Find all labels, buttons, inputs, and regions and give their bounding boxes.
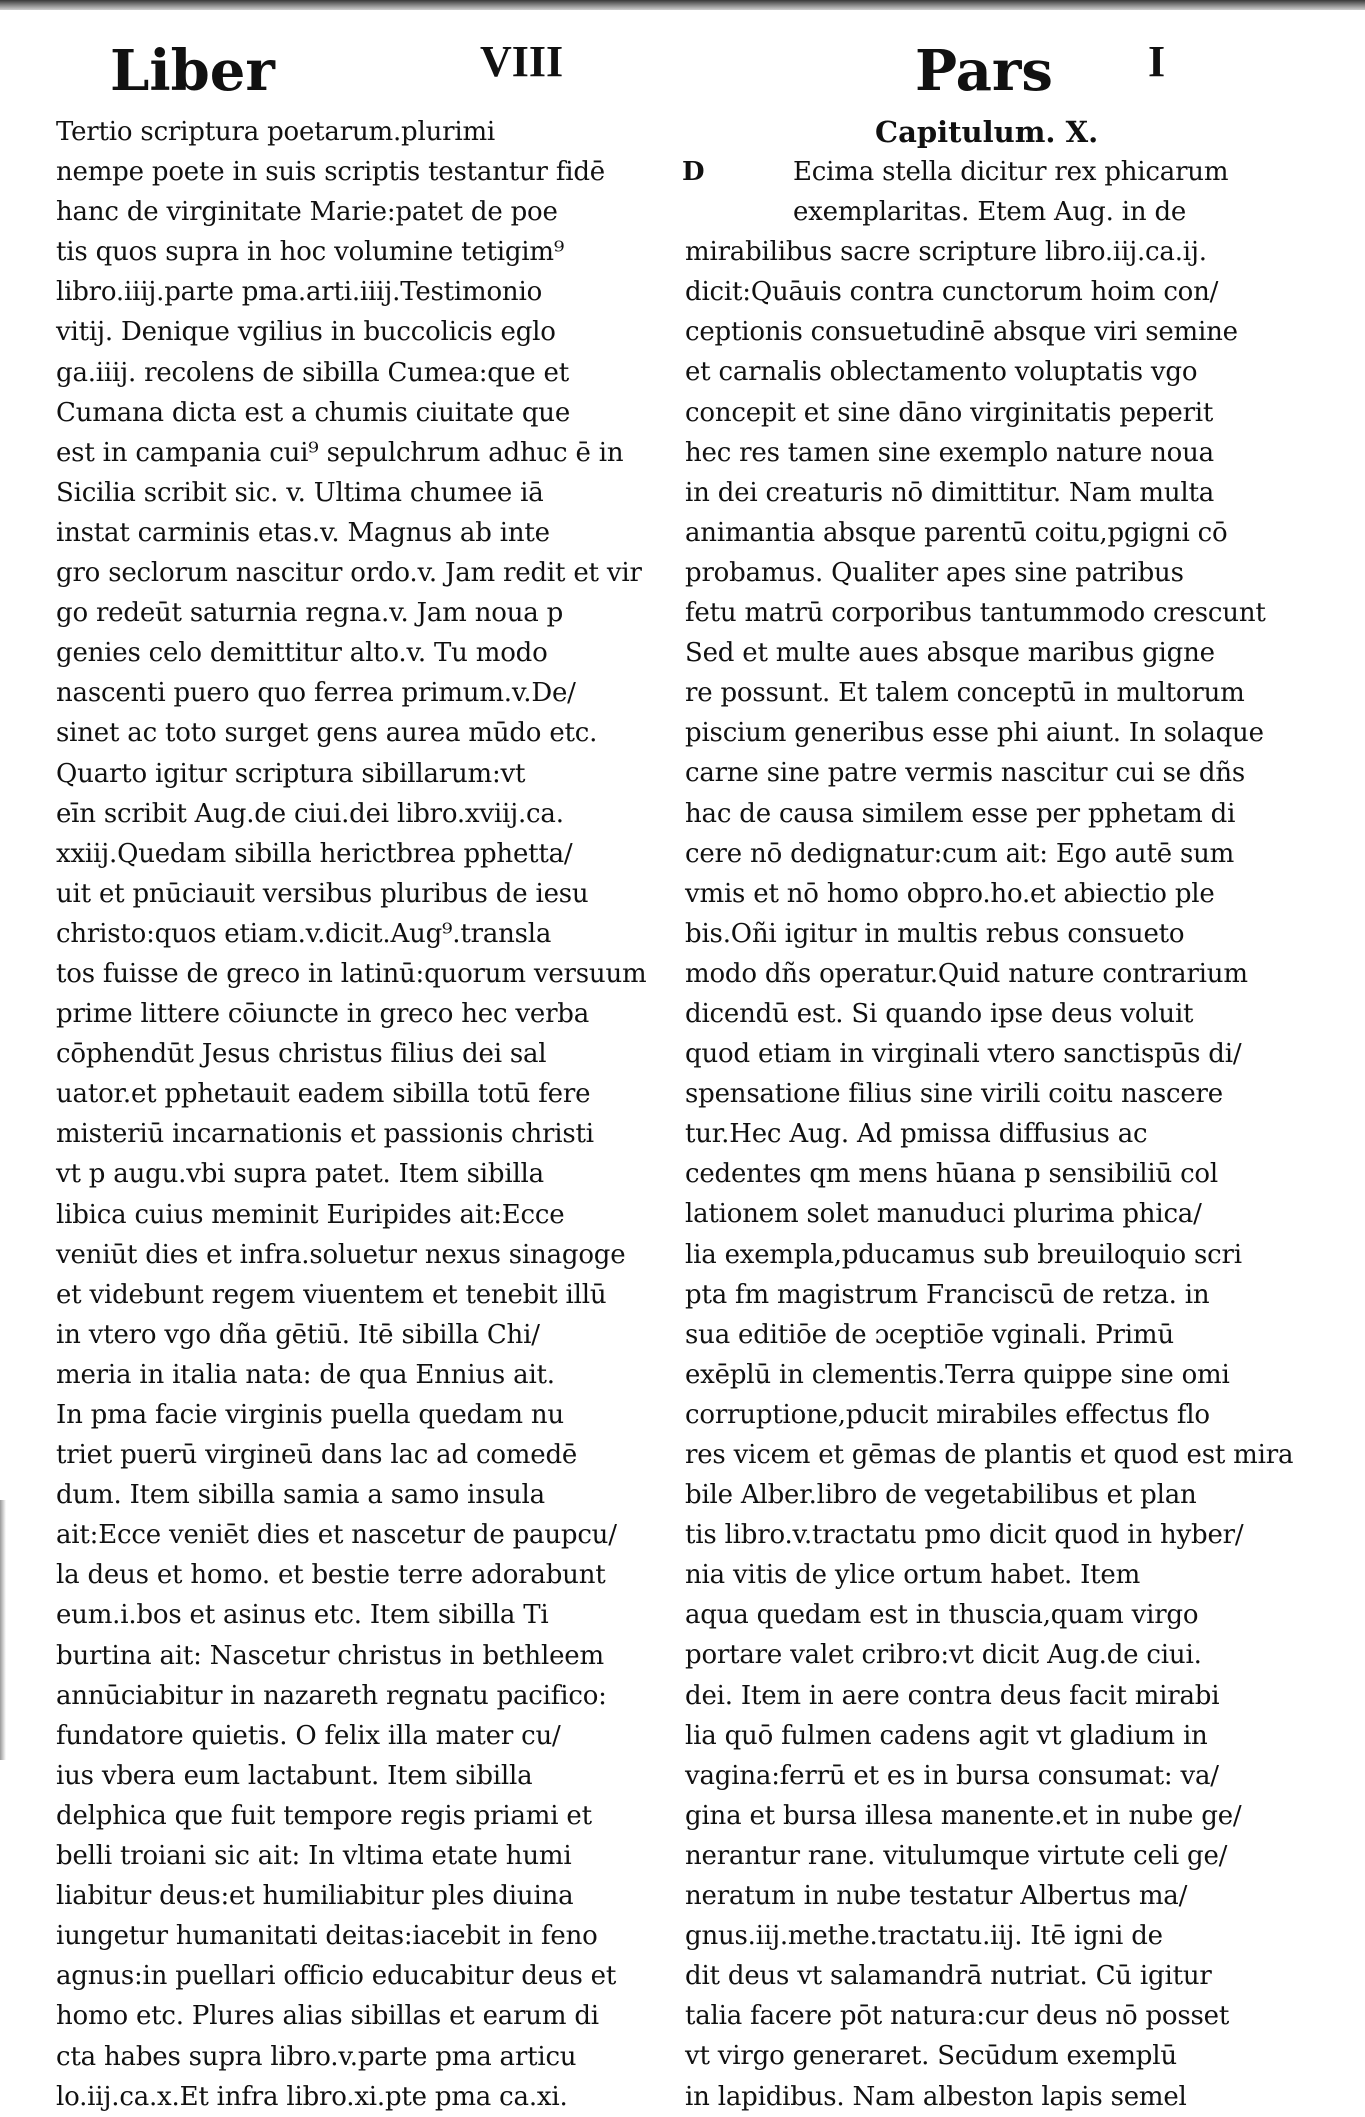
text-line: belli troiani sic ait: In vltima etate humi (56, 1841, 572, 1872)
text-line: spensatione filius sine virili coitu nascere (685, 1079, 1223, 1110)
text-line: vt p augu.vbi supra patet. Item sibilla (56, 1159, 544, 1190)
text-line: Tertio scriptura poetarum.plurimi (56, 117, 496, 147)
text-line: cere nō dedignatur:cum ait: Ego autē sum (685, 838, 1235, 869)
text-line: instat carminis etas.v. Magnus ab inte (56, 517, 550, 548)
text-line: dicendū est. Si quando ipse deus voluit (685, 998, 1194, 1029)
text-line: aqua quedam est in thuscia,quam virgo (685, 1600, 1199, 1631)
text-line (682, 152, 1285, 192)
text-line: mirabilibus sacre scripture libro.iij.ca.ij. (685, 237, 1207, 268)
text-line: portare valet cribro:vt dicit Aug.de ciui. (685, 1640, 1202, 1671)
text-line: ait:Ecce veniēt dies et nascetur de paupcu/ (56, 1520, 617, 1551)
text-line: gnus.iij.methe.tractatu.iij. Itē igni de (685, 1921, 1163, 1952)
text-line: gro seclorum nascitur ordo.v. Jam redit et vir (56, 558, 642, 589)
text-line: hec res tamen sine exemplo nature noua (685, 437, 1214, 468)
text-line: Sicilia scribit sic. v. Ultima chumee iā (56, 477, 544, 508)
text-line: la deus et homo. et bestie terre adorabunt (56, 1560, 606, 1591)
text-line: prime littere cōiuncte in greco hec verba (56, 999, 590, 1030)
guide-letter: D (682, 157, 705, 187)
text-line: concepit et sine dāno virginitatis peperit (685, 397, 1214, 428)
text-line: misteriū incarnationis et passionis christi (56, 1119, 594, 1150)
text-line: bis.Oñi igitur in multis rebus consueto (685, 918, 1185, 949)
text-line: exēplū in clementis.Terra quippe sine omi (685, 1359, 1230, 1390)
text-line: dicit:Quāuis contra cunctorum hoim con/ (685, 277, 1219, 308)
text-line: et videbunt regem viuentem et tenebit illū (56, 1279, 607, 1310)
text-line: cōphendūt Jesus christus filius dei sal (56, 1039, 547, 1070)
text-line: Sed et multe aues absque maribus gigne (685, 638, 1215, 669)
scan-top-edge (0, 0, 1365, 10)
text-line: delphica que fuit tempore regis priami et (56, 1800, 592, 1831)
text-line: dei. Item in aere contra deus facit mirabi (685, 1680, 1220, 1711)
text-line: lia quō fulmen cadens agit vt gladium in (685, 1720, 1208, 1751)
text-line: Quarto igitur scriptura sibillarum:vt (56, 758, 526, 789)
text-line: dum. Item sibilla samia a samo insula (56, 1480, 545, 1511)
text-line: carne sine patre vermis nascitur cui se dñs (685, 758, 1246, 789)
left-text-column (56, 112, 656, 2117)
text-line: Cumana dicta est a chumis ciuitate que (56, 397, 571, 428)
text-line: re possunt. Et talem conceptū in multorum (685, 678, 1245, 709)
text-line: quod etiam in virginali vtero sanctispūs di/ (685, 1039, 1242, 1070)
text-line: vt virgo generaret. Secūdum exemplū (685, 2041, 1177, 2072)
text-line: res vicem et gēmas de plantis et quod est mira (685, 1440, 1294, 1470)
text-line-content: Ecima stella dicitur rex phicarum (793, 157, 1229, 187)
scan-left-shadow (0, 1500, 6, 1760)
text-line: neratum in nube testatur Albertus ma/ (685, 1881, 1188, 1912)
text-line: vmis et nō homo obpro.ho.et abiectio ple (685, 878, 1215, 909)
text-line: libro.iiij.parte pma.arti.iiij.Testimonio (56, 277, 543, 308)
text-line: piscium generibus esse phi aiunt. In solaque (685, 718, 1264, 749)
text-line: fetu matrū corporibus tantummodo crescunt (685, 598, 1266, 629)
text-line: gina et bursa illesa manente.et in nube ge/ (685, 1800, 1242, 1831)
text-line: animantia absque parentū coitu,pgigni cō (685, 517, 1228, 548)
running-head-book-number: VIII (480, 37, 564, 86)
text-line: nerantur rane. vitulumque virtute celi ge/ (685, 1840, 1228, 1871)
text-line: uit et pnūciauit versibus pluribus de iesu (56, 878, 589, 909)
text-line: agnus:in puellari officio educabitur deus et (56, 1961, 617, 1992)
text-line: est in campania cui⁹ sepulchrum adhuc ē in (56, 437, 624, 468)
page-header (0, 30, 1365, 110)
text-line: uator.et pphetauit eadem sibilla totū fere (56, 1079, 591, 1110)
text-line: hanc de virginitate Marie:patet de poe (56, 197, 558, 228)
text-line: sinet ac toto surget gens aurea mūdo etc. (56, 718, 598, 749)
text-line: nia vitis de ylice ortum habet. Item (685, 1560, 1141, 1591)
text-line: cta habes supra libro.v.parte pma articu (56, 2041, 577, 2072)
text-line: go redeūt saturnia regna.v. Jam noua p (56, 598, 564, 629)
text-line: hac de causa similem esse per pphetam di (685, 798, 1236, 829)
text-line: bile Alber.libro de vegetabilibus et plan (685, 1480, 1197, 1511)
text-line: ius vbera eum lactabunt. Item sibilla (56, 1760, 533, 1791)
text-line: in vtero vgo dña gētiū. Itē sibilla Chi/ (56, 1319, 540, 1350)
text-line: homo etc. Plures alias sibillas et earum di (56, 2001, 599, 2032)
text-line: tis quos supra in hoc volumine tetigim⁹ (56, 237, 565, 268)
text-line: libica cuius meminit Euripides ait:Ecce (56, 1199, 565, 1230)
text-line: burtina ait: Nascetur christus in bethleem (56, 1640, 604, 1671)
text-line: dit deus vt salamandrā nutriat. Cū igitur (685, 1961, 1212, 1992)
text-line: lationem solet manuduci plurima phica/ (685, 1199, 1202, 1230)
text-line: probamus. Qualiter apes sine patribus (685, 557, 1184, 588)
text-line: liabitur deus:et humiliabitur ples diuina (56, 1881, 574, 1912)
text-line: In pma facie virginis puella quedam nu (56, 1400, 564, 1430)
text-line: veniūt dies et infra.soluetur nexus sinagoge (56, 1239, 626, 1270)
text-line: lia exempla,pducamus sub breuiloquio scri (685, 1239, 1242, 1270)
text-line: tos fuisse de greco in latinū:quorum versuum (56, 958, 647, 989)
text-line: xxiij.Quedam sibilla herictbrea pphetta/ (56, 838, 573, 869)
text-line: iungetur humanitati deitas:iacebit in feno (56, 1921, 598, 1952)
text-line: cedentes qm mens hūana p sensibiliū col (685, 1159, 1218, 1190)
text-line: meria in italia nata: de qua Ennius ait. (56, 1359, 555, 1390)
text-line: corruptione,pducit mirabiles effectus flo (685, 1399, 1210, 1430)
text-line: in lapidibus. Nam albeston lapis semel (685, 2081, 1187, 2112)
text-line: vitij. Denique vgilius in buccolicis eglo (56, 317, 556, 348)
text-line: eum.i.bos et asinus etc. Item sibilla Ti (56, 1600, 549, 1631)
right-text-column (682, 112, 1294, 2117)
text-line: talia facere pōt natura:cur deus nō posset (685, 2001, 1230, 2032)
running-head-liber: Liber (110, 38, 275, 104)
text-line: in dei creaturis nō dimittitur. Nam multa (685, 477, 1215, 508)
right-column-lines (682, 152, 1294, 2117)
text-line: genies celo demittitur alto.v. Tu modo (56, 638, 548, 669)
text-line: sua editiōe de ɔceptiōe vginali. Primū (685, 1319, 1174, 1350)
text-line: pta fm magistrum Franciscū de retza. in (685, 1279, 1210, 1310)
text-line: tur.Hec Aug. Ad pmissa diffusius ac (685, 1119, 1148, 1150)
text-line: lo.iij.ca.x.Et infra libro.xi.pte pma ca.xi. (56, 2081, 568, 2112)
running-head-part-number: I (1148, 37, 1166, 86)
text-line: tis libro.v.tractatu pmo dicit quod in hyber/ (685, 1520, 1244, 1551)
text-line: vagina:ferrū et es in bursa consumat: va/ (685, 1760, 1219, 1791)
chapter-heading: Capitulum. X. (875, 115, 1099, 149)
text-line: ceptionis consuetudinē absque viri semine (685, 317, 1238, 348)
text-line: nempe poete in suis scriptis testantur fidē (56, 157, 605, 188)
text-line: nascenti puero quo ferrea primum.v.De/ (56, 678, 576, 709)
text-line: et carnalis oblectamento voluptatis vgo (685, 357, 1198, 388)
text-line: christo:quos etiam.v.dicit.Aug⁹.transla (56, 918, 552, 949)
text-line: modo dñs operatur.Quid nature contrarium (685, 958, 1248, 989)
text-line: triet puerū virgineū dans lac ad comedē (56, 1440, 578, 1471)
text-line: ga.iiij. recolens de sibilla Cumea:que et (56, 357, 569, 388)
text-line: eīn scribit Aug.de ciui.dei libro.xviij.ca. (56, 798, 564, 829)
text-line: annūciabitur in nazareth regnatu pacifico: (56, 1680, 607, 1711)
text-line: fundatore quietis. O felix illa mater cu/ (56, 1720, 561, 1751)
text-line: exemplaritas. Etem Aug. in de (793, 197, 1187, 228)
running-head-pars: Pars (915, 38, 1053, 104)
